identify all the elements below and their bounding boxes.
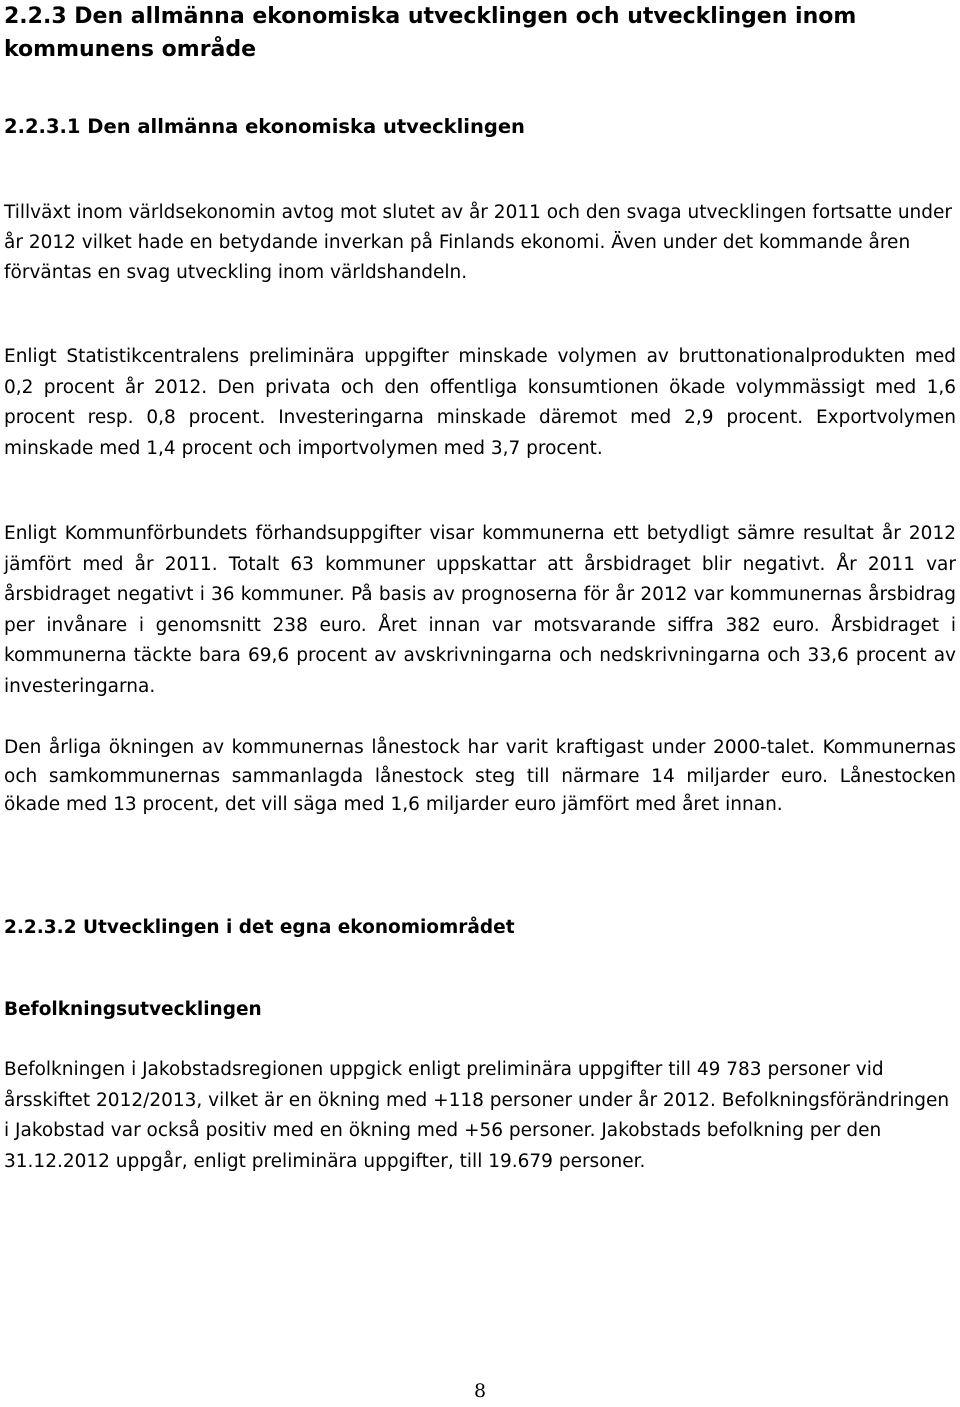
paragraph-municipal-results: Enligt Kommunförbundets förhandsuppgifter visar kommunerna ett betydligt sämre resultat år 2012 jämfört med år 2011. Totalt 63 kommuner uppskattar att årsbidraget blir negativt. År 2011 var årsbidraget negativt i 36 kommuner. På basis av prognoserna för år 2012 var kommunernas årsbidrag per invånare i genomsnitt 238 euro. Året innan var motsvarande siffra 382 euro. Årsbidraget i kommunerna täckte bara 69,6 procent av avskrivningarna och nedskrivningarna och 33,6 procent av investeringarna. (4, 523, 956, 697)
subheading-population: Befolkningsutvecklingen (4, 999, 262, 1020)
subsection-heading-general-economy: 2.2.3.1 Den allmänna ekonomiska utvecklingen (4, 115, 525, 138)
subsection-heading-local-economy: 2.2.3.2 Utvecklingen i det egna ekonomiområdet (4, 917, 515, 938)
paragraph-population: Befolkningen i Jakobstadsregionen uppgick enligt preliminära uppgifter till 49 783 personer vid årsskiftet 2012/2013, vilket är en ökning med +118 personer under år 2012. Befolkningsförändringen i Jakobstad var också positiv med en ökning med +56 personer. Jakobstads befolkning per den 31.12.2012 uppgår, enligt preliminära uppgifter, till 19.679 personer. (4, 1059, 950, 1172)
paragraph-loan-stock: Den årliga ökningen av kommunernas lånestock har varit kraftigast under 2000-talet. Kommunernas och samkommunernas sammanlagda lånestock steg till närmare 14 miljarder euro. Lånestocken ökade med 13 procent, det vill säga med 1,6 miljarder euro jämfört med året innan. (4, 737, 956, 815)
page-number: 8 (473, 1380, 487, 1402)
paragraph-world-economy: Tillväxt inom världsekonomin avtog mot slutet av år 2011 och den svaga utvecklingen fortsatte under år 2012 vilket hade en betydande inverkan på Finlands ekonomi. Även under det kommande åren förväntas en svag utveckling inom världshandeln. (4, 202, 953, 283)
paragraph-gdp-statistics: Enligt Statistikcentralens preliminära uppgifter minskade volymen av bruttonationalprodukten med 0,2 procent år 2012. Den privata och den offentliga konsumtionen ökade volymmässigt med 1,6 procent resp. 0,8 procent. Investeringarna minskade däremot med 2,9 procent. Exportvolymen minskade med 1,4 procent och importvolymen med 3,7 procent. (4, 346, 956, 459)
section-heading: 2.2.3 Den allmänna ekonomiska utvecklingen och utvecklingen inom kommunens område (4, 4, 857, 62)
